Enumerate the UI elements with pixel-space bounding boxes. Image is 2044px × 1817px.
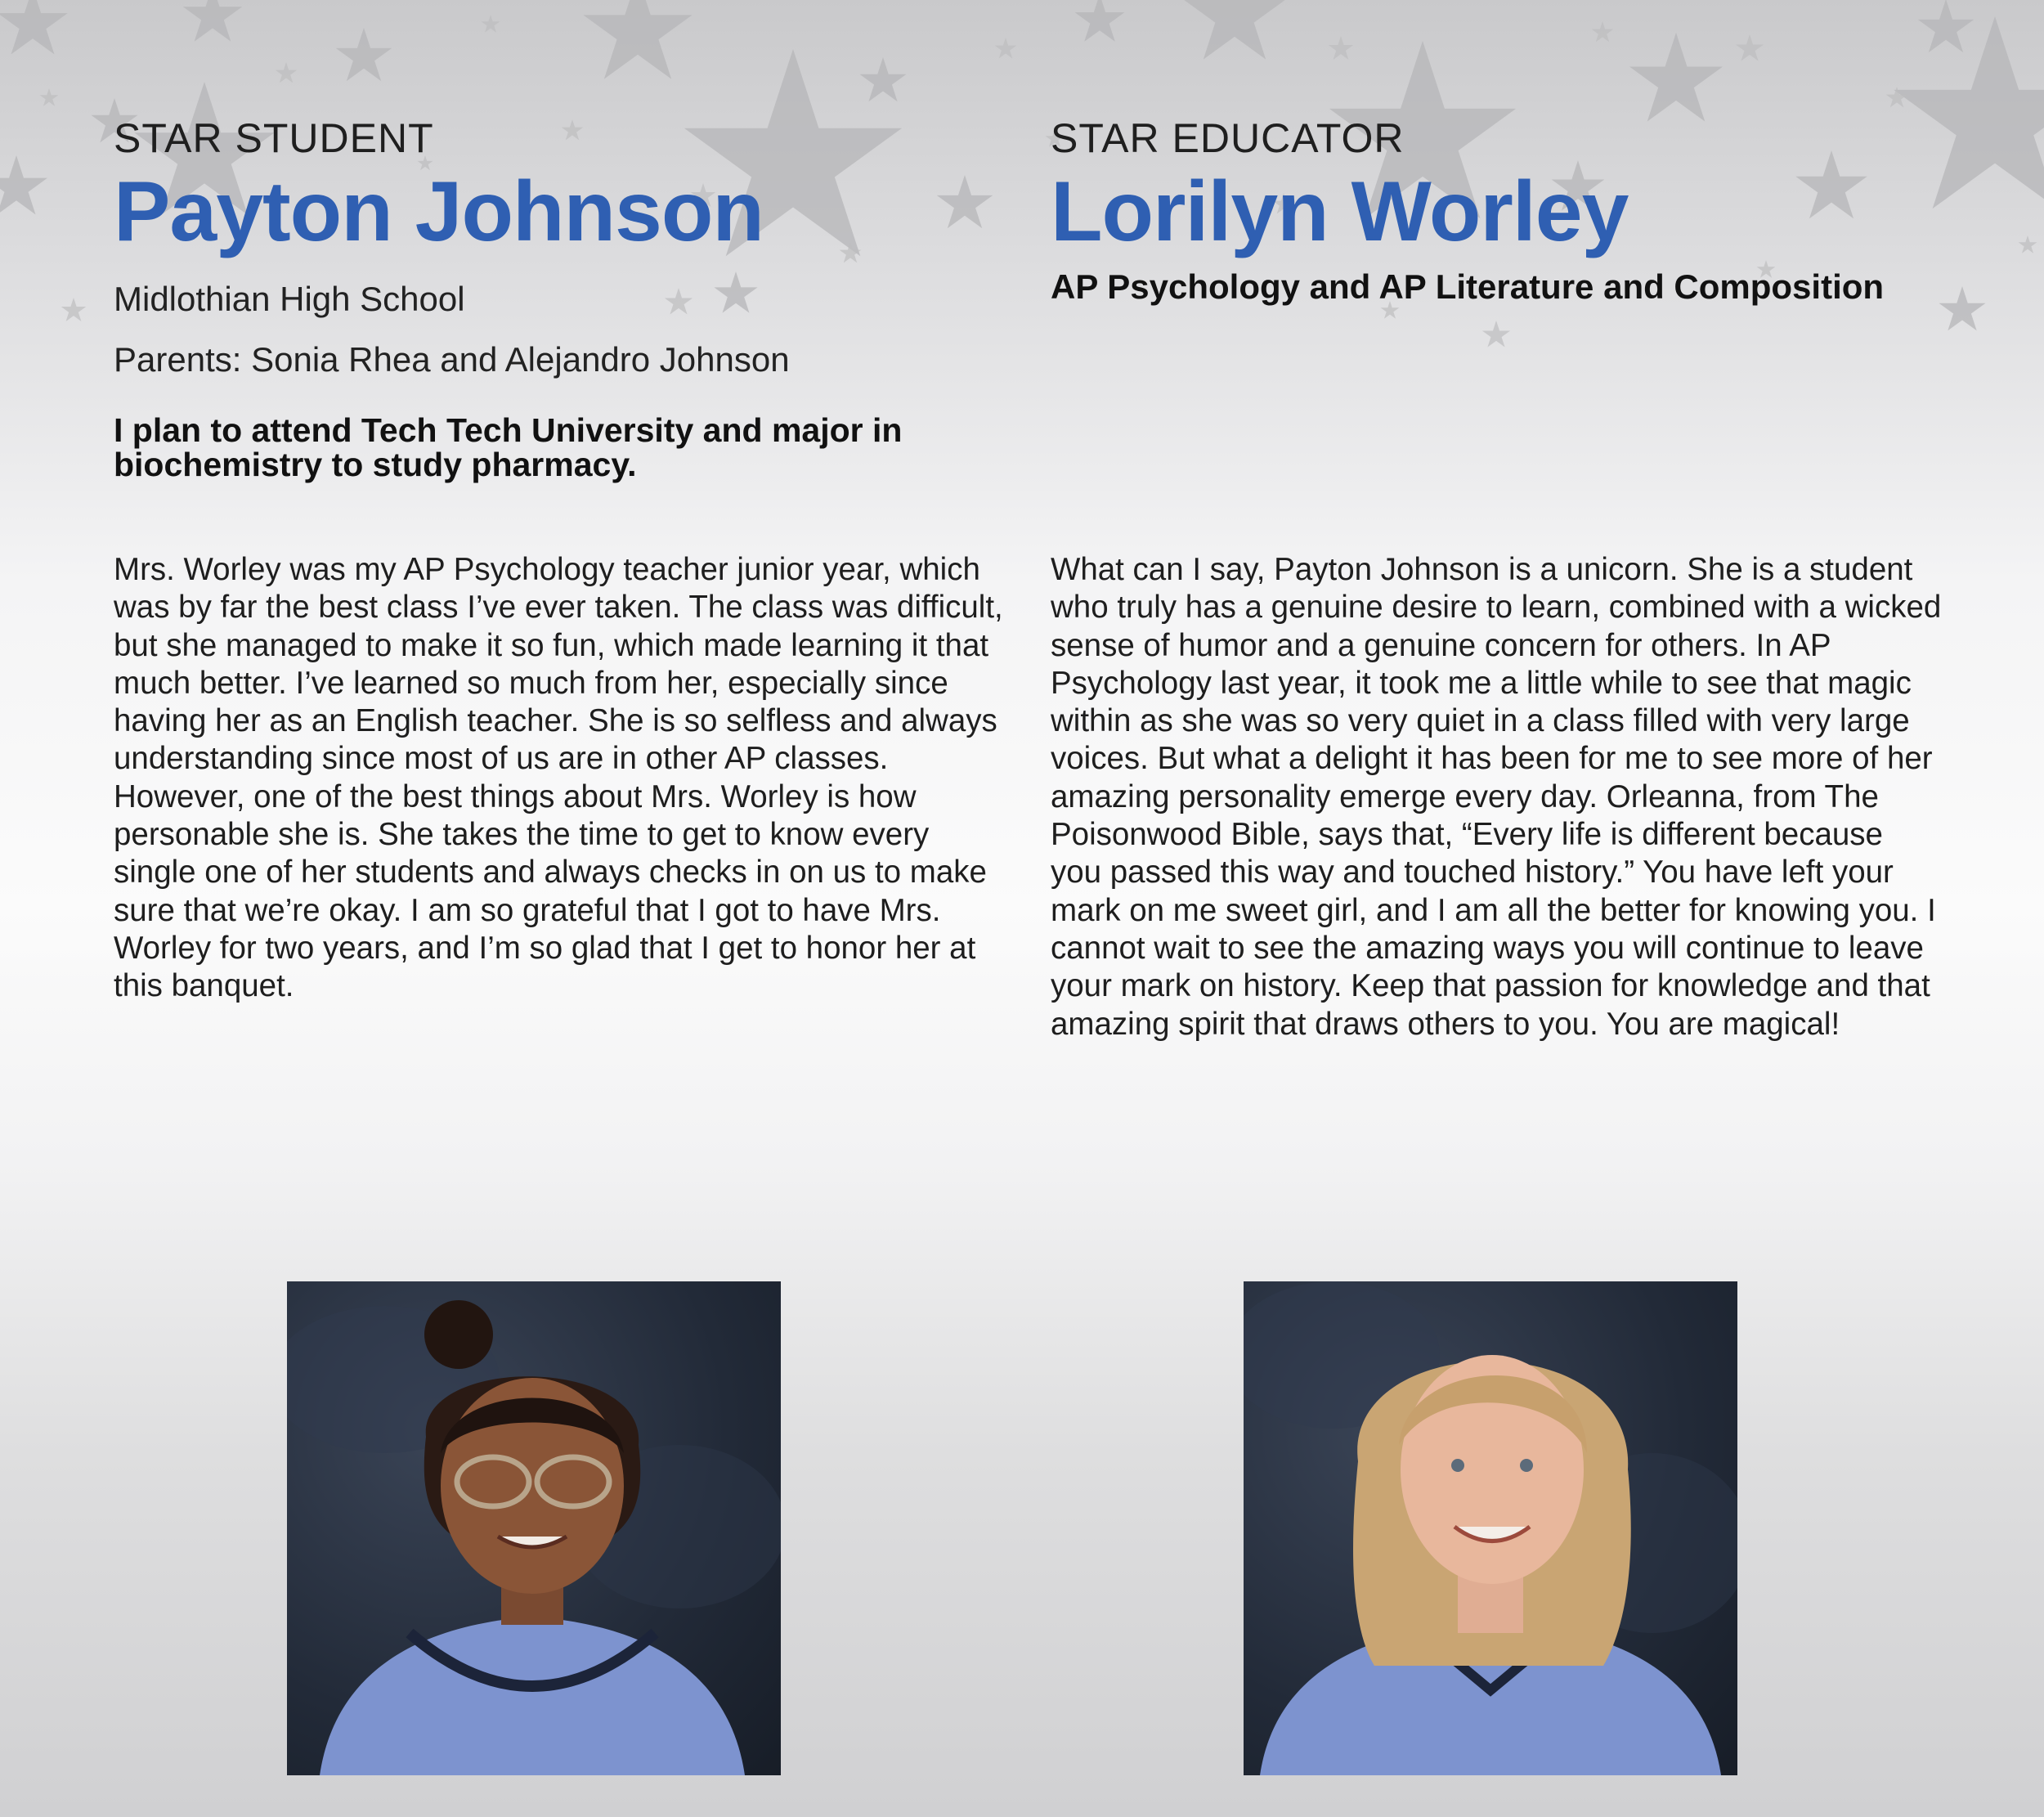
student-name: Payton Johnson xyxy=(114,164,764,259)
educator-subjects: AP Psychology and AP Literature and Composition xyxy=(1051,267,1885,306)
student-plan: I plan to attend Tech Tech University and major in biochemistry to study pharmacy. xyxy=(114,411,903,483)
educator-essay: What can I say, Payton Johnson is a unicorn. She is a student who truly has a genuine desire to learn, combined with a wicked sense of humor and a genuine concern for others. In AP Psychology last year, it took me a little while to see that magic within as she was so very quiet in a class filled with very large voices. But what a delight it has been for me to see more of her amazing personality emerge every day. Orleanna, from The Poisonwood Bible, says that, “Every life is different because you passed this way and touched history.” You have left your mark on me sweet girl, and I am all the better for knowing you. I cannot wait to see the amazing ways you will continue to leave your mark on history. Keep that passion for knowledge and that amazing spirit that draws others to you. You are magical! xyxy=(1051,552,1942,1042)
educator-name: Lorilyn Worley xyxy=(1051,164,1629,259)
student-portrait-photo xyxy=(287,1281,781,1775)
educator-portrait-photo xyxy=(1244,1281,1737,1775)
student-essay: Mrs. Worley was my AP Psychology teacher junior year, which was by far the best class I’ve ever taken. The class was difficult, but she managed to make it so fun, which made learning it that much better. I’ve learned so much from her, especially since having her as an English teacher. She is so selfless and always understanding since most of us are in other AP classes. However, one of the best things about Mrs. Worley is how personable she is. She takes the time to get to know every single one of her students and always checks in on us to make sure that we’re okay. I am so grateful that I got to have Mrs. Worley for two years, and I’m so glad that I get to honor her at this banquet. xyxy=(114,552,1003,1004)
educator-label: STAR EDUCATOR xyxy=(1051,115,1405,161)
student-school: Midlothian High School xyxy=(114,280,465,318)
student-parents: Parents: Sonia Rhea and Alejandro Johnson xyxy=(114,340,790,379)
student-label: STAR STUDENT xyxy=(114,115,434,161)
